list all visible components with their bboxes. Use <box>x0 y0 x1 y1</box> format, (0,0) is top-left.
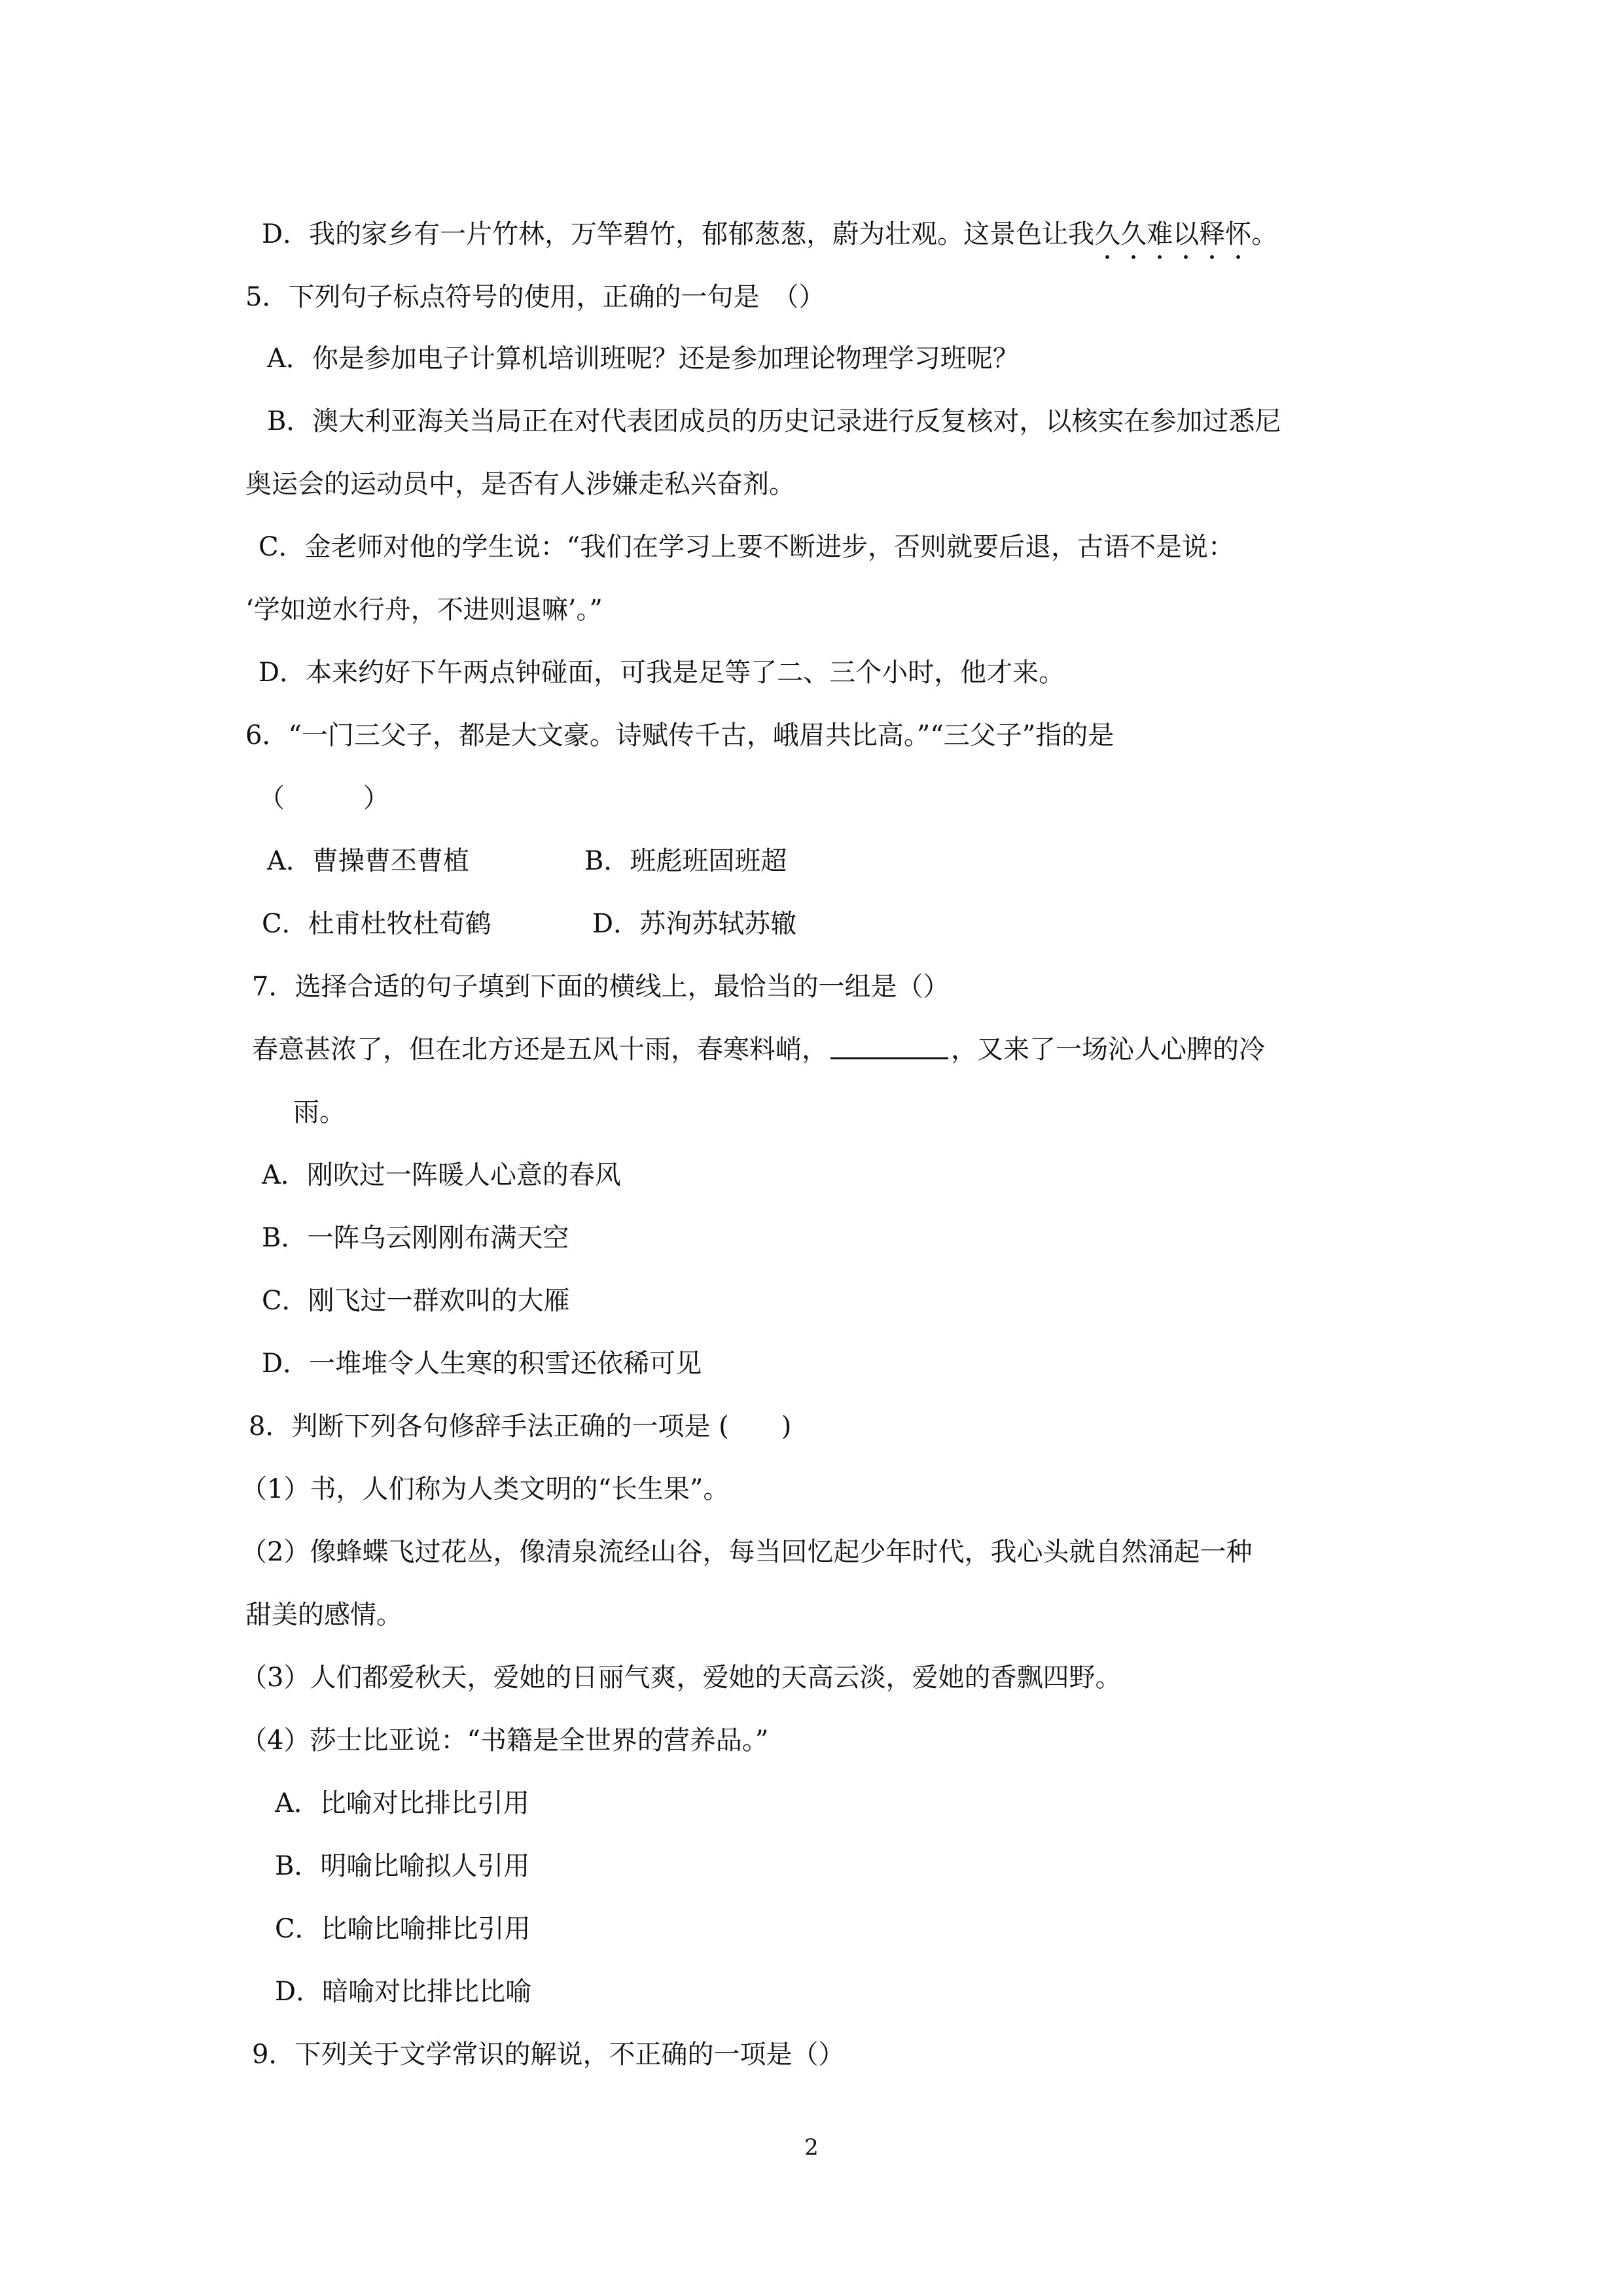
q5-stem: 5．下列句子标点符号的使用，正确的一句是 （） <box>245 282 825 312</box>
q6-option-b: B．班彪班固班超 <box>584 846 787 876</box>
q8-sentence-3: （3）人们都爱秋天，爱她的日丽气爽，爱她的天高云淡，爱她的香飘四野。 <box>241 1663 1122 1693</box>
q8-option-a: A．比喻对比排比引用 <box>275 1788 529 1818</box>
q5-option-c-line2: ‘学如逆水行舟，不进则退嘛’。” <box>245 595 603 625</box>
q6-stem: 6．“一门三父子，都是大文豪。诗赋传千古，峨眉共比高。”“三父子”指的是 <box>245 720 1115 751</box>
page-number: 2 <box>804 2134 819 2161</box>
q4-option-d-text: D．我的家乡有一片竹林，万竿碧竹，郁郁葱葱，蔚为壮观。这景色让我 <box>262 219 1095 249</box>
q5-option-a: A．你是参加电子计算机培训班呢？还是参加理论物理学习班呢？ <box>267 344 1019 374</box>
q7-option-a: A．刚吹过一阵暖人心意的春风 <box>262 1160 621 1190</box>
q8-sentence-2-line1: （2）像蜂蝶飞过花丛，像清泉流经山谷，每当回忆起少年时代，我心头就自然涌起一种 <box>241 1537 1253 1567</box>
q7-passage-line2: 雨。 <box>293 1097 346 1127</box>
q6-option-a: A．曹操曹丕曹植 <box>267 846 469 876</box>
q7-passage-line1 <box>252 1031 1265 1068</box>
q7-option-d: D．一堆堆令人生寒的积雪还依稀可见 <box>262 1349 702 1379</box>
q5-option-b-line1: B．澳大利亚海关当局正在对代表团成员的历史记录进行反复核对，以核实在参加过悉尼 <box>267 406 1281 436</box>
q7-stem: 7．选择合适的句子填到下面的横线上，最恰当的一组是（） <box>252 972 950 1002</box>
q4-option-d-end: 。 <box>1251 219 1278 249</box>
q8-option-b: B．明喻比喻拟人引用 <box>275 1851 530 1881</box>
q8-sentence-2-line2: 甜美的感情。 <box>245 1600 402 1630</box>
q8-option-c: C．比喻比喻排比引用 <box>275 1914 531 1944</box>
q7-passage-after-blank: ，又来了一场沁人心脾的冷 <box>951 1034 1265 1065</box>
q5-option-b-line2: 奥运会的运动员中，是否有人涉嫌走私兴奋剂。 <box>245 469 795 499</box>
q8-option-d: D．暗喻对比排比比喻 <box>275 1977 532 2007</box>
q7-option-c: C．刚飞过一群欢叫的大雁 <box>262 1286 570 1316</box>
q7-fill-blank <box>830 1031 948 1059</box>
q8-stem: 8．判断下列各句修辞手法正确的一项是 ( ) <box>249 1411 792 1441</box>
q8-sentence-4: （4）莎士比亚说：“书籍是全世界的营养品。” <box>241 1725 769 1756</box>
q5-option-d: D．本来约好下午两点钟碰面，可我是足等了二、三个小时，他才来。 <box>259 658 1065 688</box>
q4-option-d <box>262 216 1277 265</box>
q7-option-b: B．一阵乌云刚刚布满天空 <box>262 1223 569 1253</box>
q6-answer-paren: （ ） <box>259 783 389 813</box>
q6-option-c: C．杜甫杜牧杜荀鹤 <box>262 909 491 939</box>
q8-sentence-1: （1）书，人们称为人类文明的“长生果”。 <box>241 1474 730 1504</box>
q9-stem: 9．下列关于文学常识的解说，不正确的一项是（） <box>252 2040 845 2070</box>
q6-option-d: D．苏洵苏轼苏辙 <box>592 909 797 939</box>
q4-option-d-dotted: 久久难以释怀 <box>1094 219 1252 249</box>
q7-passage-before-blank: 春意甚浓了，但在北方还是五风十雨，春寒料峭， <box>252 1034 828 1065</box>
q5-option-c-line1: C．金老师对他的学生说：“我们在学习上要不断进步，否则就要后退，古语不是说： <box>259 532 1235 562</box>
